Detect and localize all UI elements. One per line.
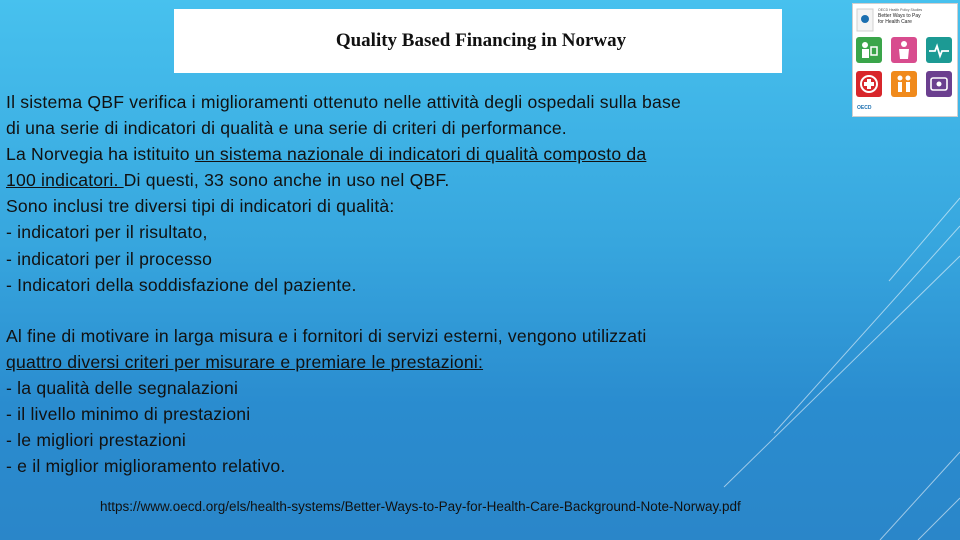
list-item: - il livello minimo di prestazioni: [6, 404, 251, 425]
title-box: [174, 9, 782, 73]
heartbeat-icon: [926, 37, 952, 63]
norway-prefix: La Norvegia ha istituito: [6, 144, 195, 165]
norway-underlined: un sistema nazionale di indicatori di qualità composto da: [194, 144, 647, 165]
intro-line: di una serie di indicatori di qualità e una serie di criteri di performance.: [6, 118, 567, 139]
list-item: - indicatori per il risultato,: [6, 222, 208, 243]
norway-underlined: 100 indicatori.: [6, 170, 124, 191]
payment-device-icon: [926, 71, 952, 97]
norway-line: [6, 141, 856, 167]
paragraph-gap: [6, 298, 856, 323]
report-cover-thumbnail: [852, 3, 958, 117]
norway-suffix: Di questi, 33 sono anche in uso nel QBF.: [123, 170, 450, 191]
types-intro: Sono inclusi tre diversi tipi di indicatori di qualità:: [6, 196, 395, 217]
list-item: - le migliori prestazioni: [6, 430, 187, 451]
criteria-intro: Al fine di motivare in larga misura e i fornitori di servizi esterni, vengono utilizzati: [6, 325, 647, 346]
thumb-title-line2: for Health Care: [878, 19, 912, 25]
thumb-title-line1: Better Ways to Pay: [878, 13, 921, 19]
thumb-footer: OECD: [857, 105, 872, 111]
list-item: - e il miglior miglioramento relativo.: [6, 456, 286, 477]
thumb-publisher: OECD Health Policy Studies: [878, 8, 923, 12]
family-icon: [891, 71, 917, 97]
health-worker-icon: [856, 37, 882, 63]
slide-title: Quality Based Financing in Norway: [335, 30, 627, 51]
norway-line: [6, 167, 856, 193]
intro-line: Il sistema QBF verifica i miglioramenti ottenuto nelle attività degli ospedali sulla base: [6, 92, 681, 112]
source-url: https://www.oecd.org/els/health-systems/Better-Ways-to-Pay-for-Health-Care-Background-Note-Norway.pdf: [100, 499, 741, 514]
slide-body: [6, 89, 856, 479]
list-item: - la qualità delle segnalazioni: [6, 377, 239, 398]
medical-cross-icon: [856, 71, 882, 97]
list-item: - indicatori per il processo: [6, 248, 213, 269]
list-item: - Indicatori della soddisfazione del paziente.: [6, 274, 357, 295]
oecd-logo-icon: [856, 8, 874, 32]
criteria-underlined: quattro diversi criteri per misurare e premiare le prestazioni:: [6, 351, 484, 372]
patient-icon: [891, 37, 917, 63]
